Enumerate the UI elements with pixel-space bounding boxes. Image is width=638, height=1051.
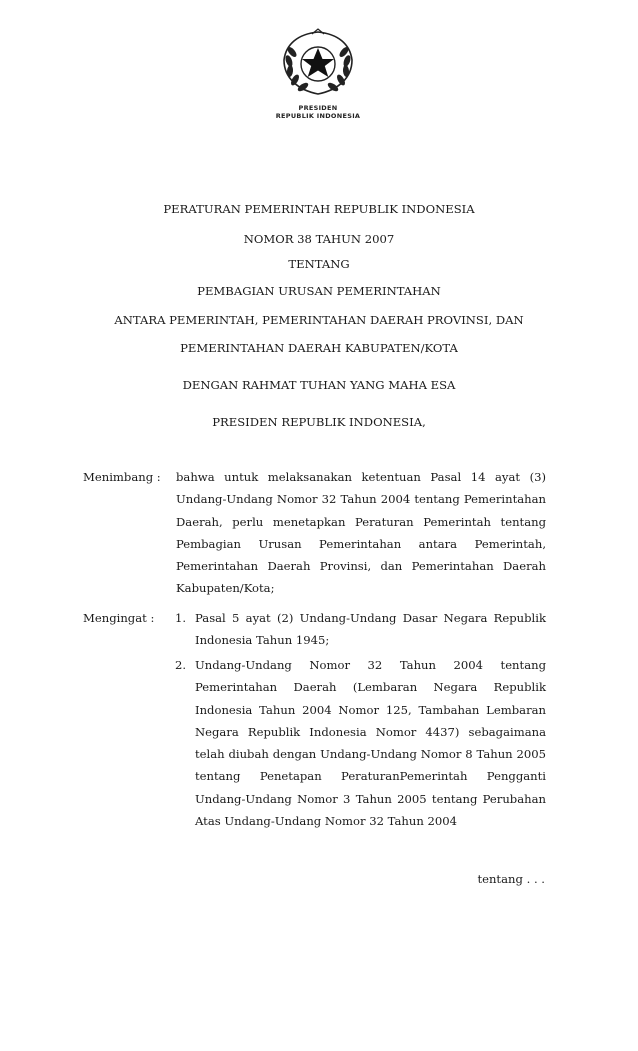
regulation-subject-line3: PEMERINTAHAN DAERAH KABUPATEN/KOTA: [180, 341, 458, 355]
menimbang-text: bahwa untuk melaksanakan ketentuan Pasal 14 ayat (3) Undang-Undang Nomor 32 Tahun 2004 tentang Pemerintahan Daerah, perlu menetapkan Peraturan Pemerintah tentang Pembagian Urusan Pemerintahan antara Pemerintah, Pemerintahan Daerah Provinsi, dan Pemerintahan Daerah Kabupaten/Kota;: [176, 470, 546, 596]
list-item-number: 1.: [175, 611, 187, 625]
regulation-about: TENTANG: [288, 257, 350, 271]
regulation-title: PERATURAN PEMERINTAH REPUBLIK INDONESIA: [163, 202, 475, 216]
menimbang-label: Menimbang :: [83, 470, 161, 484]
list-item-number: 2.: [175, 658, 187, 672]
regulation-subject-line2: ANTARA PEMERINTAH, PEMERINTAHAN DAERAH PROVINSI, DAN: [114, 313, 524, 327]
issuer: PRESIDEN REPUBLIK INDONESIA,: [212, 415, 426, 429]
emblem-caption-line1: PRESIDEN: [298, 104, 338, 112]
emblem-caption-line2: REPUBLIK INDONESIA: [275, 112, 361, 120]
list-item-text: Pasal 5 ayat (2) Undang-Undang Dasar Negara Republik Indonesia Tahun 1945;: [195, 611, 546, 648]
mengingat-label: Mengingat :: [83, 611, 155, 625]
invocation: DENGAN RAHMAT TUHAN YANG MAHA ESA: [182, 378, 456, 392]
regulation-subject-line1: PEMBAGIAN URUSAN PEMERINTAHAN: [197, 284, 441, 298]
list-item-text: Undang-Undang Nomor 32 Tahun 2004 tentang Pemerintahan Daerah (Lembaran Negara Republik Indonesia Tahun 2004 Nomor 125, Tambahan Lembaran Negara Republik Indonesia Nomor 4437) sebagaimana telah diubah dengan Undang-Undang Nomor 8 Tahun 2005 tentang Penetapan PeraturanPemerintah Pengganti Undang-Undang Nomor 3 Tahun 2005 tentang Perubahan Atas Undang-Undang Nomor 32 Tahun 2004: [195, 658, 546, 829]
regulation-number: NOMOR 38 TAHUN 2007: [243, 232, 395, 246]
page-continuation: tentang . . .: [477, 872, 545, 886]
